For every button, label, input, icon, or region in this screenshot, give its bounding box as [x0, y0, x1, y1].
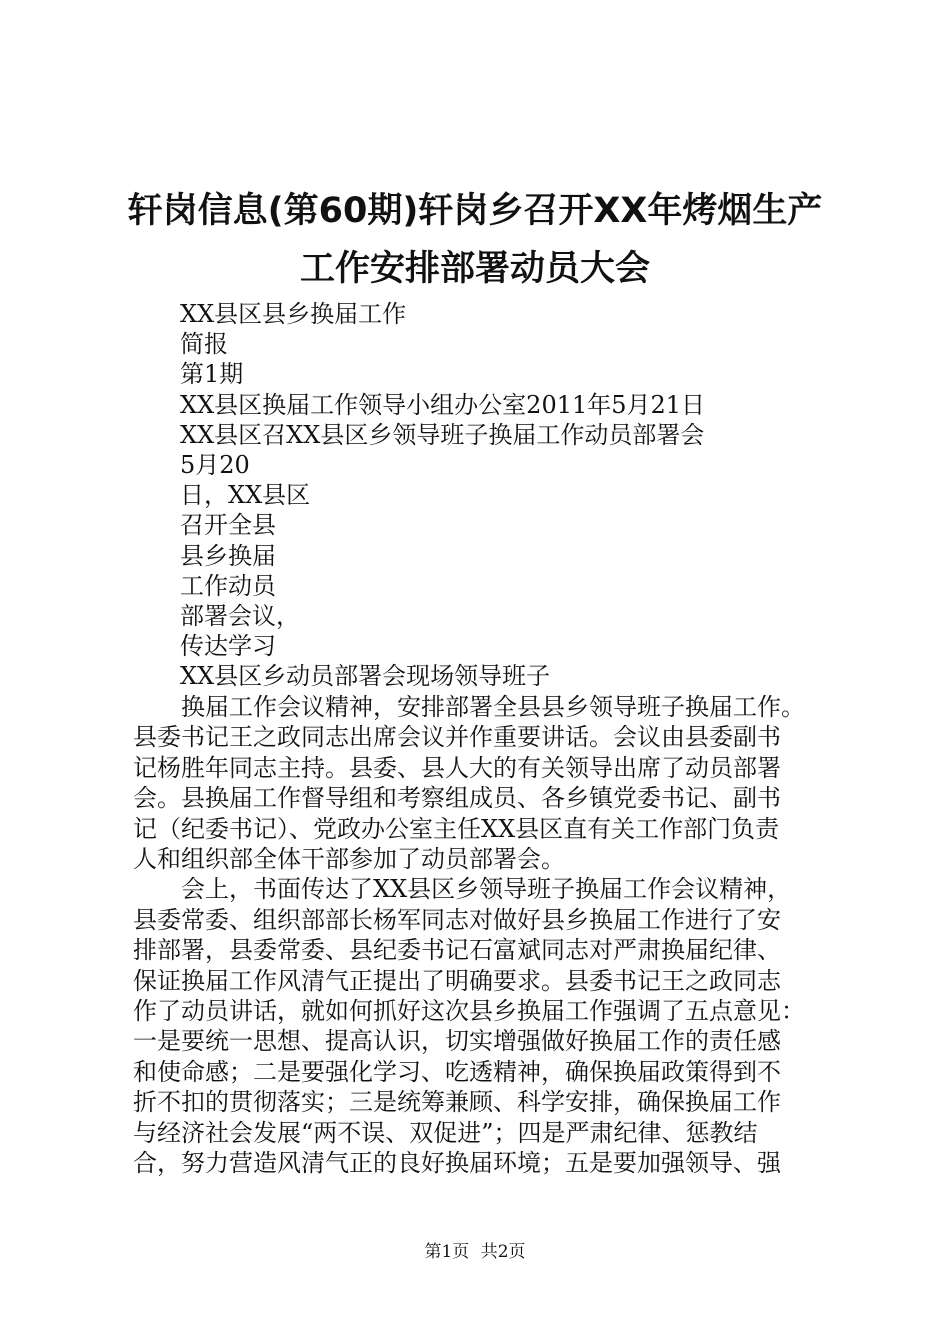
paragraph-2-line: 保证换届工作风清气正提出了明确要求。县委书记王之政同志	[133, 966, 781, 995]
paragraph-1-line: 记（纪委书记）、党政办公室主任XX县区直有关工作部门负责	[133, 814, 780, 843]
paragraph-2-line: 作了动员讲话，就如何抓好这次县乡换届工作强调了五点意见：	[133, 997, 805, 1026]
page-total: 共2页	[480, 1242, 526, 1262]
paragraph-1-line: 记杨胜年同志主持。县委、县人大的有关领导出席了动员部署	[133, 753, 781, 782]
paragraph-2-line: 一是要统一思想、提高认识，切实增强做好换届工作的责任感	[133, 1027, 781, 1056]
paragraph-2-line: 折不扣的贯彻落实；三是统筹兼顾、科学安排，确保换届工作	[133, 1088, 781, 1117]
paragraph-2-line: 排部署，县委常委、县纪委书记石富斌同志对严肃换届纪律、	[133, 936, 781, 965]
meta-line: 第1期	[180, 360, 244, 389]
meta-line: 传达学习	[180, 632, 276, 661]
page-footer	[0, 1244, 950, 1261]
meta-line: 工作动员	[180, 571, 276, 600]
document-title-line-1: 轩岗信息(第60期)轩岗乡召开XX年烤烟生产	[127, 191, 823, 231]
paragraph-1-line: 人和组织部全体干部参加了动员部署会。	[133, 845, 565, 874]
meta-line: 部署会议，	[180, 602, 300, 631]
paragraph-1-line: 会。县换届工作督导组和考察组成员、各乡镇党委书记、副书	[133, 784, 781, 813]
meta-line: XX县区换届工作领导小组办公室2011年5月21日	[180, 390, 706, 419]
paragraph-2-line: 会上，书面传达了XX县区乡领导班子换届工作会议精神，	[181, 875, 792, 904]
document-title-line-2: 工作安排部署动员大会	[299, 249, 650, 289]
paragraph-1-line: 换届工作会议精神，安排部署全县县乡领导班子换届工作。	[181, 693, 805, 721]
bulletin-header-block	[180, 299, 705, 692]
meta-line: 日，XX县区	[180, 481, 311, 510]
meta-line: 召开全县	[180, 511, 276, 540]
paragraph-1-line: 县委书记王之政同志出席会议并作重要讲话。会议由县委副书	[133, 723, 781, 752]
meta-line: XX县区县乡换届工作	[180, 300, 407, 328]
meta-line: 5月20	[180, 451, 250, 480]
paragraph-2-line: 县委常委、组织部部长杨军同志对做好县乡换届工作进行了安	[133, 905, 781, 934]
meta-line: XX县区召XX县区乡领导班子换届工作动员部署会	[180, 420, 705, 449]
paragraph-2-line: 合，努力营造风清气正的良好换届环境；五是要加强领导、强	[133, 1149, 781, 1178]
meta-line: 县乡换届	[180, 541, 276, 570]
meta-line: 简报	[180, 330, 228, 359]
paragraph-2-line: 和使命感；二是要强化学习、吃透精神，确保换届政策得到不	[133, 1057, 781, 1086]
page-number: 第1页	[424, 1242, 470, 1262]
meta-line: XX县区乡动员部署会现场领导班子	[180, 662, 551, 691]
paragraph-2-line: 与经济社会发展“两不误、双促进”；四是严肃纪律、惩教结	[133, 1118, 758, 1147]
body-text	[133, 692, 853, 1179]
